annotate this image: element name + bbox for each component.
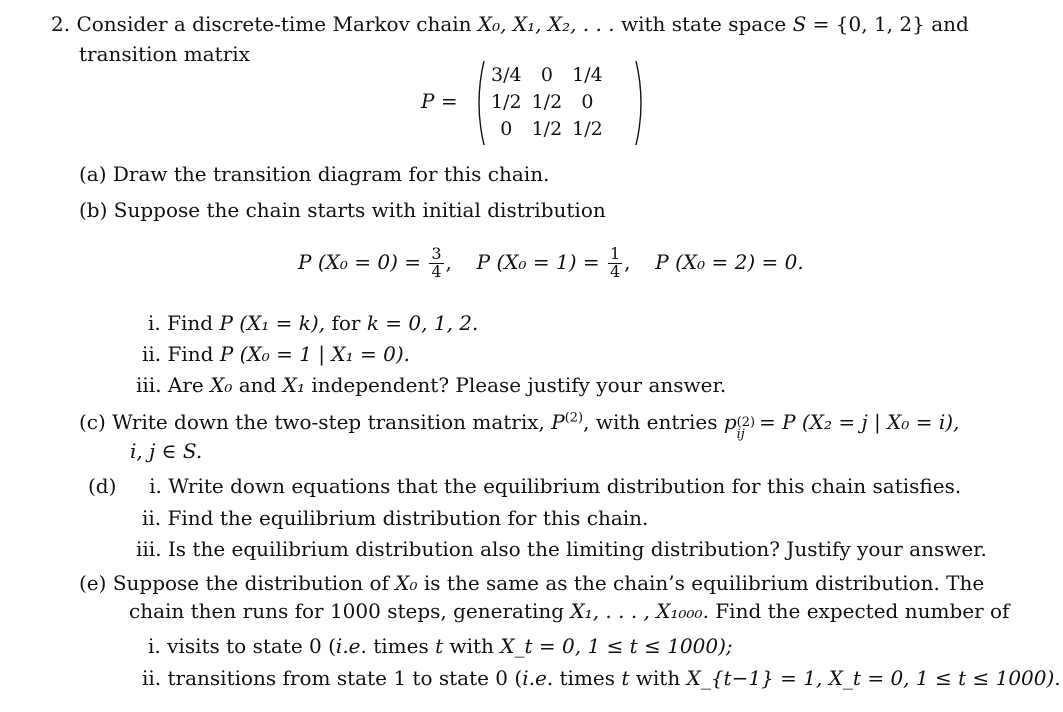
item-label: i.: [148, 634, 161, 658]
ie-abbrev: i.e.: [522, 666, 554, 690]
part-e-text: is the same as the chain’s equilibrium distribution. The: [423, 571, 985, 595]
part-e-math: X₀: [395, 571, 418, 595]
part-e-item-ii: [142, 668, 1061, 688]
part-e-text: chain then runs for 1000 steps, generating: [129, 599, 565, 623]
pij-symbol: p: [723, 410, 737, 434]
p0-fraction: [429, 246, 443, 281]
item-label: ii.: [142, 506, 162, 530]
part-e-math: X₁, . . . , X₁₀₀₀.: [570, 599, 709, 623]
item-math: X₁: [282, 373, 305, 397]
item-math: X_{t−1} = 1, X_t = 0, 1 ≤ t ≤ 1000).: [686, 666, 1061, 690]
matrix-cell: 1/2: [572, 118, 603, 140]
p0-denominator: 4: [431, 261, 442, 281]
two-step-superscript: (2): [564, 410, 584, 426]
question-line-1: [51, 14, 969, 34]
item-text: times: [553, 666, 616, 690]
part-d-item-ii: [142, 508, 648, 528]
intro-text-3: and: [931, 12, 969, 36]
item-math: P (X₁ = k),: [219, 311, 326, 335]
item-math: t: [621, 666, 630, 690]
item-text: times: [366, 634, 429, 658]
part-e-text: Suppose the distribution of: [112, 571, 389, 595]
item-text: for: [331, 311, 361, 335]
matrix-cell: 0: [500, 118, 513, 140]
part-c-equation: = P (X₂ = j | X₀ = i),: [759, 410, 960, 434]
right-paren: [634, 60, 648, 146]
matrix-cell: 0: [540, 64, 553, 86]
part-e-line-2: [129, 601, 1009, 621]
item-text: visits to state 0 (: [167, 634, 336, 658]
part-c-line-1: (c) Write down the two-step transition matrix, $P^{(2)}$, with entries p (2) ij = P (X₂ = j | X₀ = i),: [79, 410, 960, 442]
item-math: k = 0, 1, 2.: [366, 311, 479, 335]
p1-denominator: 4: [609, 261, 621, 281]
p0-lhs: P (X₀ = 0) =: [298, 249, 421, 274]
state-space-set: {0, 1, 2}: [835, 12, 925, 36]
matrix-row: [486, 89, 608, 116]
item-text: with: [635, 666, 681, 690]
item-label: i.: [148, 311, 161, 335]
p1-fraction: [608, 246, 622, 281]
part-b-text: Suppose the chain starts with initial distribution: [113, 198, 606, 222]
transition-matrix: [472, 60, 648, 146]
two-step-matrix-symbol: P: [551, 410, 565, 434]
p1-lhs: P (X₀ = 1) =: [476, 249, 600, 274]
part-e-item-i: [148, 636, 733, 656]
part-c-text: , with entries: [583, 410, 718, 434]
part-a-text: Draw the transition diagram for this chain.: [112, 162, 550, 186]
initial-distribution: [298, 246, 804, 281]
matrix-symbol: P =: [421, 89, 458, 113]
matrix-cell: 1/2: [491, 91, 522, 113]
part-b-item-iii: [136, 375, 726, 395]
question-line-2: transition matrix: [79, 42, 250, 66]
item-text: Find: [167, 311, 214, 335]
part-c-label: (c): [79, 410, 106, 434]
part-a-label: (a): [79, 162, 107, 186]
question-number: 2.: [51, 12, 71, 36]
item-text: transitions from state 1 to state 0 (: [167, 666, 523, 690]
matrix-cell: 1/2: [531, 118, 563, 140]
part-e-text: Find the expected number of: [715, 599, 1010, 623]
part-d-label: (d): [88, 474, 117, 498]
item-text: Is the equilibrium distribution also the limiting distribution? Justify your answer.: [167, 537, 987, 561]
item-math: t: [435, 634, 444, 658]
p2-expression: P (X₀ = 2) = 0.: [655, 249, 804, 274]
matrix-label: [421, 91, 458, 111]
item-text: with: [449, 634, 494, 658]
item-text: Find the equilibrium distribution for this chain.: [167, 506, 649, 530]
matrix-row: [486, 116, 608, 143]
left-paren: [472, 60, 486, 146]
part-b-label: (b): [79, 198, 108, 222]
item-text: Find: [167, 342, 214, 366]
intro-text-2: with state space: [620, 12, 787, 36]
item-math: P (X₀ = 1 | X₁ = 0).: [219, 342, 410, 366]
part-d-item-i: [88, 476, 961, 496]
comma: ,: [445, 249, 452, 274]
part-b-item-ii: [142, 344, 410, 364]
item-label: i.: [149, 474, 162, 498]
item-label: iii.: [136, 537, 162, 561]
part-c-text: Write down the two-step transition matrix,: [112, 410, 545, 434]
item-text: independent? Please justify your answer.: [311, 373, 727, 397]
item-text: and: [238, 373, 277, 397]
intro-text-1: Consider a discrete-time Markov chain: [76, 12, 472, 36]
item-label: iii.: [136, 373, 162, 397]
matrix-table: [486, 62, 608, 143]
part-e-label: (e): [79, 571, 107, 595]
part-e-line-1: [79, 573, 984, 593]
part-b-item-i: [148, 313, 478, 333]
matrix-cell: 0: [581, 91, 594, 113]
matrix-row: [486, 62, 608, 89]
ie-abbrev: i.e.: [335, 634, 367, 658]
part-b: [79, 200, 606, 220]
matrix-cell: 3/4: [491, 64, 522, 86]
matrix-cell: 1/2: [531, 91, 563, 113]
part-a: [79, 164, 549, 184]
part-d-item-iii: [136, 539, 987, 559]
item-text: Are: [167, 373, 204, 397]
equals-sign: =: [812, 12, 830, 36]
matrix-cell: 1/4: [572, 64, 603, 86]
chain-variables: X₀, X₁, X₂, . . .: [477, 12, 615, 36]
item-math: X₀: [210, 373, 233, 397]
comma: ,: [624, 249, 631, 274]
part-c-line-2: i, j ∈ S.: [130, 439, 203, 463]
p0-numerator: 3: [431, 244, 442, 263]
item-math: X_t = 0, 1 ≤ t ≤ 1000);: [500, 634, 733, 658]
item-text: Write down equations that the equilibrium distribution for this chain satisfies.: [168, 474, 962, 498]
item-label: ii.: [142, 342, 162, 366]
p1-numerator: 1: [609, 244, 621, 263]
state-space-symbol: S: [792, 12, 807, 36]
item-label: ii.: [142, 666, 162, 690]
